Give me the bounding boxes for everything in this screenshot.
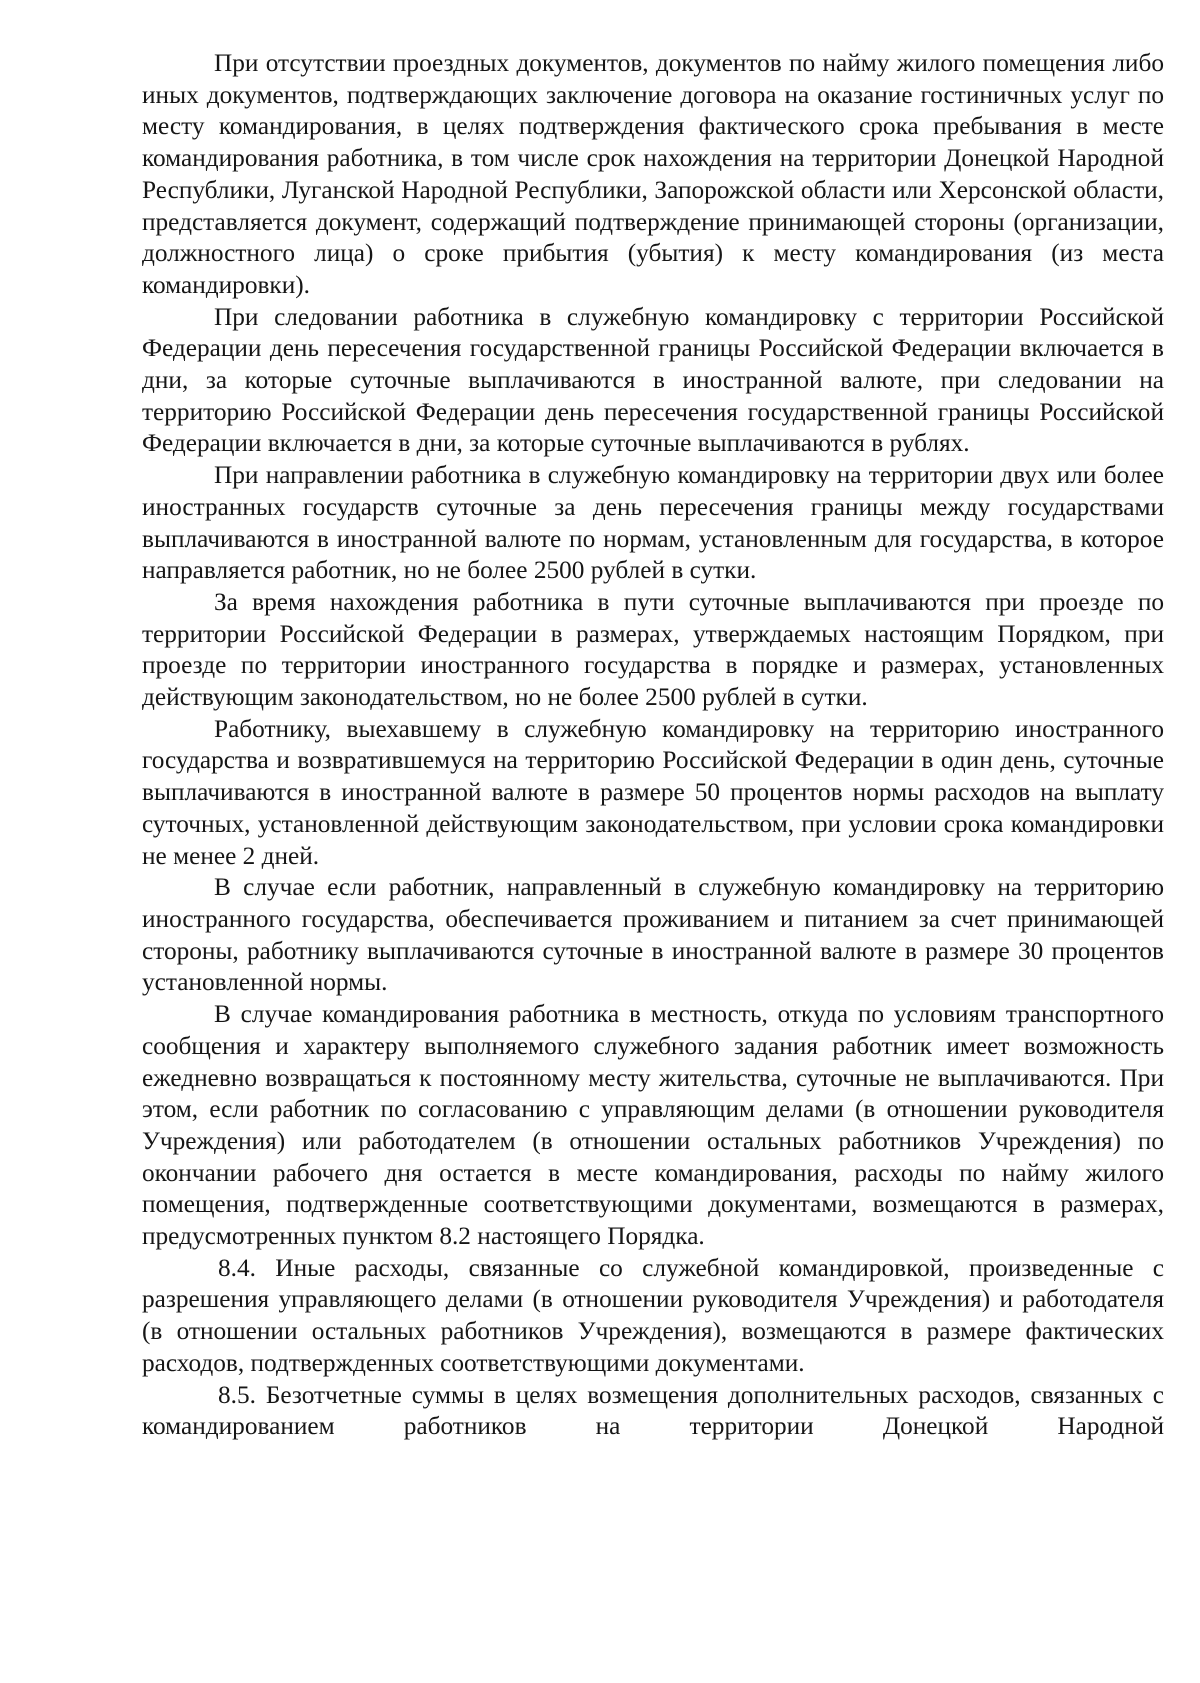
paragraph-missing-documents: При отсутствии проездных документов, документов по найму жилого помещения либо иных документов, подтверждающих заключение договора на оказание гостиничных услуг по месту командирования, в целях подтверждения фактического срока пребывания в месте командирования работника, в том числе срок нахождения на территории Донецкой Народной Республики, Луганской Народной Республики, Запорожской области или Херсонской области, представляется документ, содержащий подтверждение принимающей стороны (организации, должностного лица) о сроке прибытия (убытия) к месту командирования (из места командировки). [142,49,1164,299]
paragraph-multiple-states: При направлении работника в служебную командировку на территории двух или более иностранных государств суточные за день пересечения границы между государствами выплачиваются в иностранной валюте по нормам, установленным для государства, в которое направляется работник, но не более 2500 рублей в сутки. [142,461,1164,585]
document-page [142,48,1164,1443]
paragraph-8-5: 8.5. Безотчетные суммы в целях возмещения дополнительных расходов, связанных с командированием работников на территории Донецкой Народной [142,1380,1164,1441]
paragraph-same-day-return: Работнику, выехавшему в служебную командировку на территорию иностранного государства и возвратившемуся на территорию Российской Федерации в один день, суточные выплачиваются в иностранной валюте в размере 50 процентов нормы расходов на выплату суточных, установленной действующим законодательством, при условии срока командировки не менее 2 дней. [142,714,1164,870]
paragraph-8-4: 8.4. Иные расходы, связанные со служебной командировкой, произведенные с разрешения управляющего делами (в отношении руководителя Учреждения) и работодателя (в отношении остальных работников Учреждения), возмещаются в размере фактических расходов, подтвержденных соответствующими документами. [142,1253,1164,1377]
paragraph-host-provided: В случае если работник, направленный в служебную командировку на территорию иностранного государства, обеспечивается проживанием и питанием за счет принимающей стороны, работнику выплачиваются суточные в иностранной валюте в размере 30 процентов установленной нормы. [142,873,1164,997]
paragraph-travel-time: За время нахождения работника в пути суточные выплачиваются при проезде по территории Российской Федерации в размерах, утверждаемых настоящим Порядком, при проезде по территории иностранного государства в порядке и размерах, установленных действующим законодательством, но не более 2500 рублей в сутки. [142,587,1164,712]
paragraph-daily-return: В случае командирования работника в местность, откуда по условиям транспортного сообщения и характеру выполняемого служебного задания работник имеет возможность ежедневно возвращаться к постоянному месту жительства, суточные не выплачиваются. При этом, если работник по согласованию с управляющим делами (в отношении руководителя Учреждения) или работодателем (в отношении остальных работников Учреждения) по окончании рабочего дня остается в месте командирования, расходы по найму жилого помещения, подтвержденные соответствующими документами, возмещаются в размерах, предусмотренных пунктом 8.2 настоящего Порядка. [142,1000,1164,1251]
paragraph-border-crossing: При следовании работника в служебную командировку с территории Российской Федерации день пересечения государственной границы Российской Федерации включается в дни, за которые суточные выплачиваются в иностранной валюте, при следовании на территорию Российской Федерации день пересечения государственной границы Российской Федерации включается в дни, за которые суточные выплачиваются в рублях. [142,302,1164,458]
